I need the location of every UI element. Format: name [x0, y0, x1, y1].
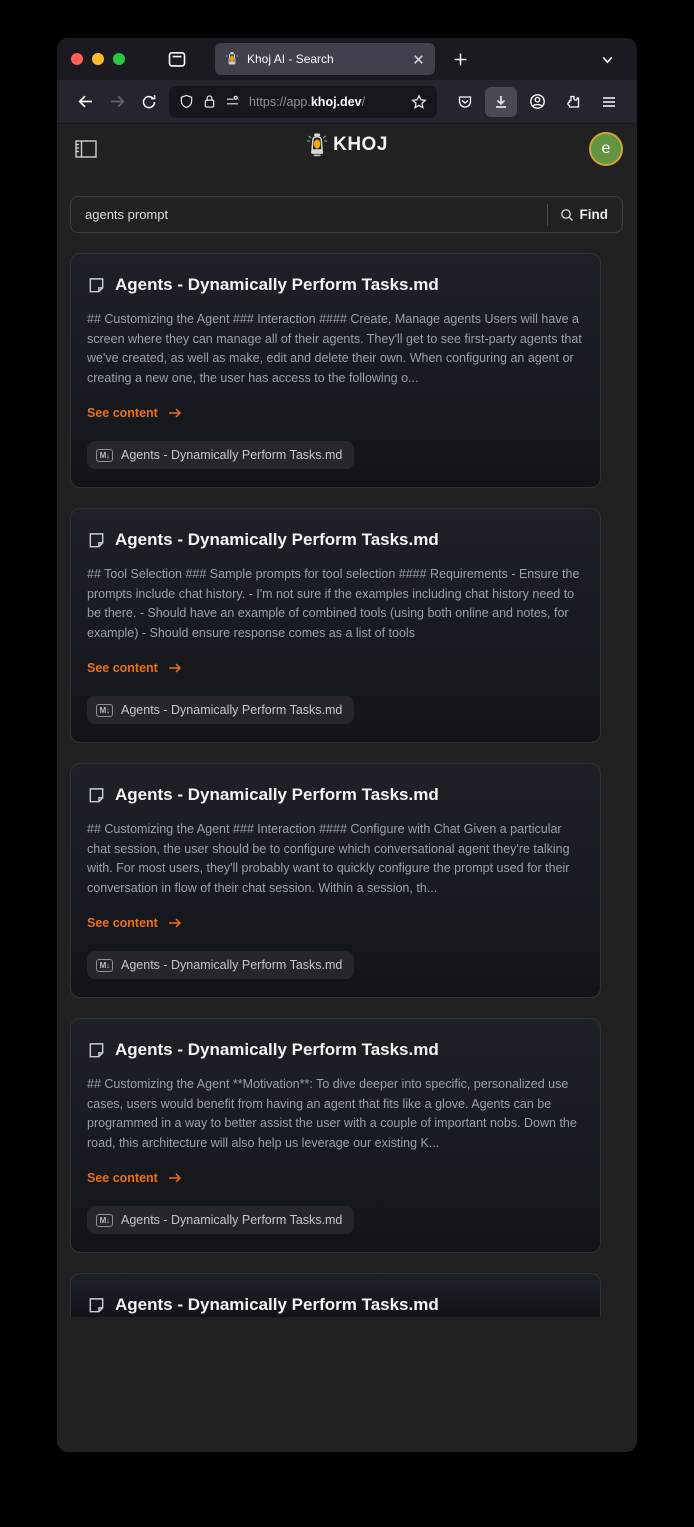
note-icon: [87, 786, 106, 805]
downloads-icon[interactable]: [485, 87, 517, 117]
markdown-icon: M↓: [96, 704, 113, 717]
arrow-right-icon: [168, 407, 182, 419]
note-icon: [87, 1296, 106, 1315]
see-content-link[interactable]: See content: [87, 404, 584, 421]
arrow-right-icon: [168, 1172, 182, 1184]
see-content-link[interactable]: See content: [87, 914, 584, 931]
sidebar-toggle-icon[interactable]: [71, 136, 101, 162]
lock-icon[interactable]: [203, 94, 216, 109]
file-chip[interactable]: [87, 951, 354, 979]
note-icon: [87, 531, 106, 550]
minimize-window-button[interactable]: [92, 53, 104, 65]
forward-icon[interactable]: [101, 87, 133, 117]
browser-tab[interactable]: [215, 43, 435, 75]
result-snippet: ## Customizing the Agent ### Interaction #### Configure with Chat Given a particular chat session, the user should be to configure which conversational agent they're talking with. For most users, they'll probably want to quickly configure the prompt used for their conversation in flow of their chat session. Within a session, th...: [87, 822, 570, 895]
khoj-search-page: [57, 124, 637, 1452]
result-card[interactable]: [70, 253, 601, 488]
bookmark-star-icon[interactable]: [411, 94, 427, 110]
pocket-icon[interactable]: [449, 87, 481, 117]
find-label: Find: [579, 207, 608, 222]
lantern-favicon-icon: [225, 51, 239, 67]
search-icon: [560, 208, 574, 222]
window-controls: [71, 53, 125, 65]
search-bar: [70, 196, 623, 233]
result-card[interactable]: [70, 1273, 601, 1317]
avatar-letter: e: [601, 140, 611, 157]
new-tab-icon[interactable]: [449, 48, 472, 71]
see-content-link[interactable]: See content: [87, 1169, 584, 1186]
reload-icon[interactable]: [133, 87, 165, 117]
result-snippet: ## Tool Selection ### Sample prompts for tool selection #### Requirements - Ensure the prompts include chat history. - I'm not sure if the examples including chat history need to be there. - Should have an example of combined tools (using both online and notes, for example) - Should ensure response comes as a list of tools: [87, 567, 580, 640]
page-header: [57, 124, 637, 170]
logo-text: KHOJ: [333, 134, 388, 155]
result-title: Agents - Dynamically Perform Tasks.md: [115, 275, 439, 294]
tab-bar: [57, 38, 637, 80]
file-chip[interactable]: [87, 1206, 354, 1234]
close-window-button[interactable]: [71, 53, 83, 65]
search-results: [70, 253, 601, 1317]
file-chip[interactable]: [87, 441, 354, 469]
zoom-window-button[interactable]: [113, 53, 125, 65]
user-avatar[interactable]: [589, 132, 623, 166]
tab-list-chevron-icon[interactable]: [600, 52, 615, 67]
markdown-icon: M↓: [96, 959, 113, 972]
markdown-icon: M↓: [96, 449, 113, 462]
firefox-view-icon[interactable]: [167, 49, 187, 69]
result-snippet: ## Customizing the Agent ### Interaction #### Create, Manage agents Users will have a screen where they can manage all of their agents. They'll get to see first-party agents that we've created, as well as make, edit and delete their own. When configuring an agent or creating a new one, the user has access to the following o...: [87, 312, 582, 385]
result-snippet: ## Customizing the Agent **Motivation**: To dive deeper into specific, personalized use cases, users would benefit from having an agent that fits like a glove. Agents can be programmed in a way to better assist the user with a couple of important nobs. Down the road, this architecture will also help us leverage our existing K...: [87, 1077, 577, 1150]
extensions-icon[interactable]: [557, 87, 589, 117]
shield-icon[interactable]: [179, 94, 194, 109]
lantern-logo-icon: [306, 132, 328, 158]
file-chip-label: Agents - Dynamically Perform Tasks.md: [121, 703, 343, 717]
url-text: https://app.khoj.dev/: [249, 94, 366, 109]
toolbar-right-buttons: [449, 87, 625, 117]
navigation-bar: [57, 80, 637, 124]
permissions-icon[interactable]: [225, 95, 240, 108]
result-card[interactable]: [70, 508, 601, 743]
khoj-logo[interactable]: [306, 132, 388, 158]
tab-title: Khoj AI - Search: [247, 52, 334, 66]
note-icon: [87, 276, 106, 295]
file-chip-label: Agents - Dynamically Perform Tasks.md: [121, 448, 343, 462]
search-input[interactable]: [71, 207, 547, 222]
file-chip-label: Agents - Dynamically Perform Tasks.md: [121, 958, 343, 972]
see-content-link[interactable]: See content: [87, 659, 584, 676]
tab-close-icon[interactable]: [410, 51, 427, 68]
account-icon[interactable]: [521, 87, 553, 117]
url-domain: khoj.dev: [310, 94, 362, 109]
result-title: Agents - Dynamically Perform Tasks.md: [115, 1295, 439, 1314]
browser-window: [57, 38, 637, 1452]
file-chip-label: Agents - Dynamically Perform Tasks.md: [121, 1213, 343, 1227]
arrow-right-icon: [168, 917, 182, 929]
result-title: Agents - Dynamically Perform Tasks.md: [115, 785, 439, 804]
result-title: Agents - Dynamically Perform Tasks.md: [115, 1040, 439, 1059]
arrow-right-icon: [168, 662, 182, 674]
file-chip[interactable]: [87, 696, 354, 724]
back-icon[interactable]: [69, 87, 101, 117]
result-card[interactable]: [70, 1018, 601, 1253]
result-card[interactable]: [70, 763, 601, 998]
menu-hamburger-icon[interactable]: [593, 87, 625, 117]
result-title: Agents - Dynamically Perform Tasks.md: [115, 530, 439, 549]
find-button[interactable]: [547, 204, 623, 226]
url-bar[interactable]: [169, 86, 437, 118]
note-icon: [87, 1041, 106, 1060]
markdown-icon: M↓: [96, 1214, 113, 1227]
